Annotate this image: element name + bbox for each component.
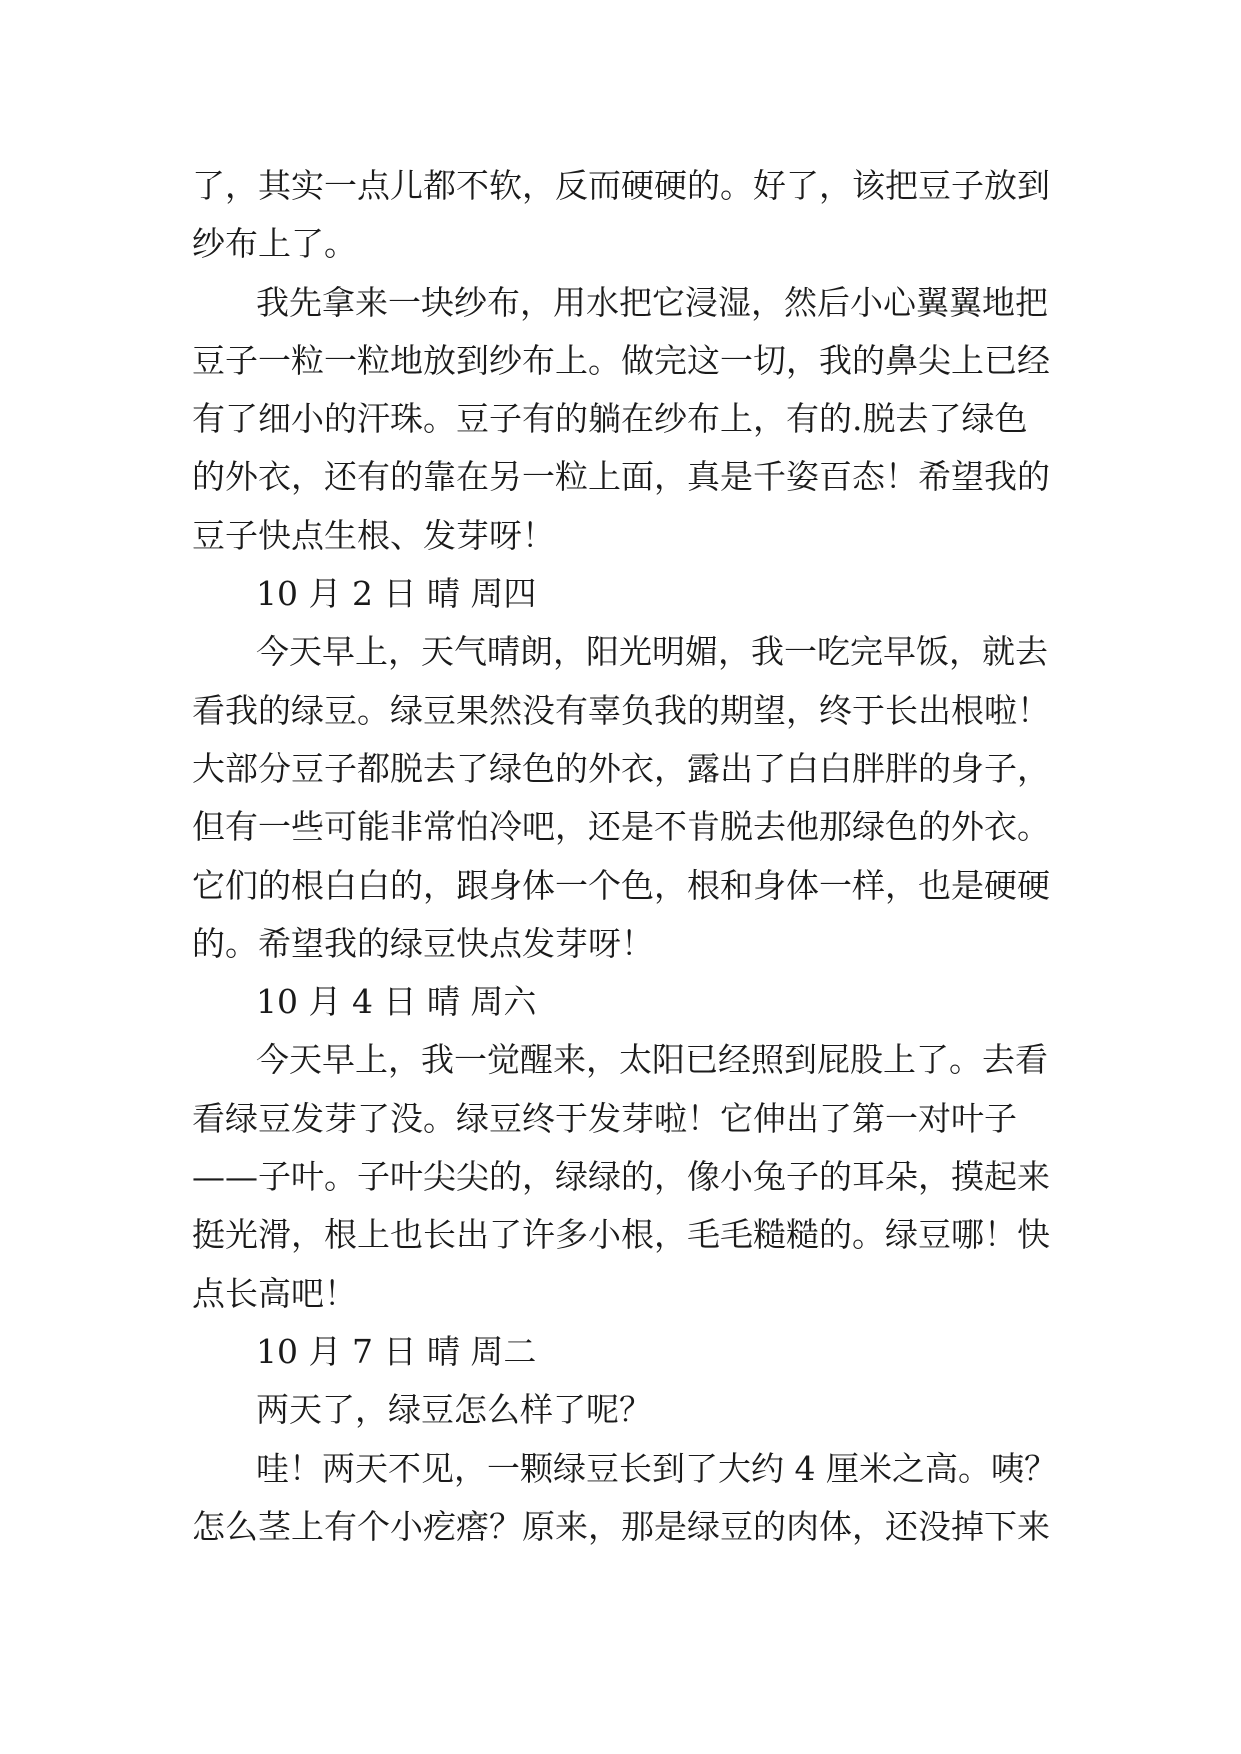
text-line: 它们的根白白的，跟身体一个色，根和身体一样，也是硬硬 [192,865,1050,905]
text-line: 哇！两天不见，一颗绿豆长到了大约 4 厘米之高。咦？ [256,1448,1057,1488]
text-line: 看绿豆发芽了没。绿豆终于发芽啦！它伸出了第一对叶子 [192,1098,1017,1138]
text-line: 豆子快点生根、发芽呀！ [192,515,555,555]
text-line: 的外衣，还有的靠在另一粒上面，真是千姿百态！希望我的 [192,457,1050,497]
text-line: 大部分豆子都脱去了绿色的外衣，露出了白白胖胖的身子， [192,748,1050,788]
text-line: 挺光滑，根上也长出了许多小根，毛毛糙糙的。绿豆哪！快 [192,1215,1050,1255]
text-line: 看我的绿豆。绿豆果然没有辜负我的期望，终于长出根啦！ [192,690,1050,730]
diary-text [192,157,1072,1556]
text-line: 我先拿来一块纱布，用水把它浸湿，然后小心翼翼地把 [256,282,1048,322]
text-line: 两天了，绿豆怎么样了呢？ [256,1390,652,1430]
text-line: 了，其实一点儿都不软，反而硬硬的。好了，该把豆子放到 [192,166,1050,205]
text-line: ——子叶。子叶尖尖的，绿绿的，像小兔子的耳朵，摸起来 [192,1157,1050,1197]
text-line: 但有一些可能非常怕冷吧，还是不肯脱去他那绿色的外衣。 [192,807,1050,847]
diary-date-heading: 10 月 7 日 晴 周二 [256,1331,537,1371]
text-line: 有了细小的汗珠。豆子有的躺在纱布上，有的.脱去了绿色 [192,399,1028,439]
text-line: 怎么茎上有个小疙瘩？原来，那是绿豆的肉体，还没掉下来 [192,1506,1050,1546]
text-line: 今天早上，天气晴朗，阳光明媚，我一吃完早饭，就去 [256,632,1048,672]
text-line: 豆子一粒一粒地放到纱布上。做完这一切，我的鼻尖上已经 [192,340,1050,380]
diary-date-heading: 10 月 2 日 晴 周四 [256,574,537,614]
text-line: 的。希望我的绿豆快点发芽呀！ [192,923,654,963]
diary-date-heading: 10 月 4 日 晴 周六 [256,982,537,1022]
text-line: 今天早上，我一觉醒来，太阳已经照到屁股上了。去看 [256,1040,1048,1080]
text-line: 纱布上了。 [192,224,357,264]
text-line: 点长高吧！ [192,1273,357,1313]
